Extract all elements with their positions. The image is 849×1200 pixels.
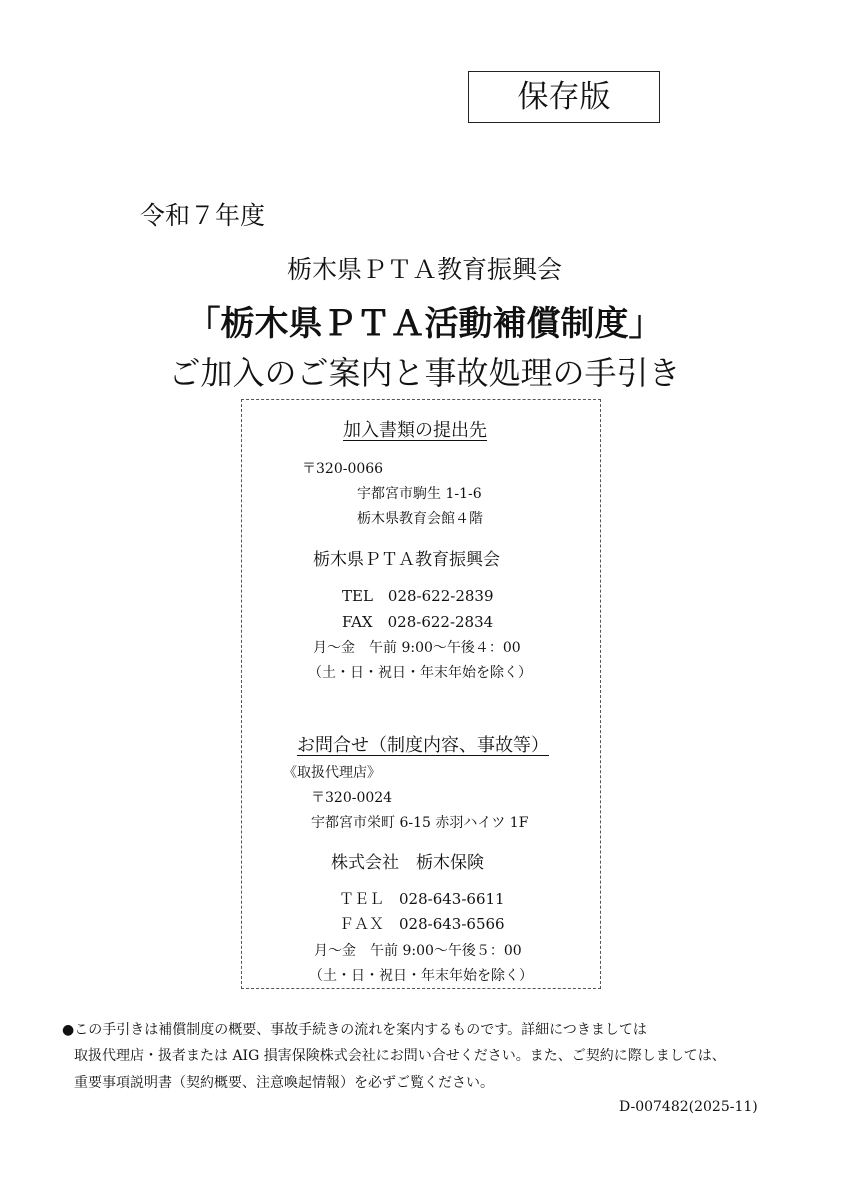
inquiry-closed: （土・日・祝日・年末年始を除く） [309, 968, 533, 984]
submission-closed: （土・日・祝日・年末年始を除く） [308, 665, 532, 681]
inquiry-hours: 月～金 午前 9:00～午後５：00 [314, 943, 522, 959]
submission-heading: 加入書類の提出先 [343, 420, 487, 441]
organization-name: 栃木県ＰＴＡ教育振興会 [286, 255, 562, 284]
document-subtitle: ご加入のご案内と事故処理の手引き [168, 354, 681, 392]
note-line-3: 重要事項説明書（契約概要、注意喚起情報）を必ずご覧ください。 [74, 1075, 494, 1091]
fiscal-year: 令和７年度 [140, 201, 266, 230]
inquiry-fax: ＦＡＸ 028-643-6566 [339, 915, 505, 933]
submission-tel: TEL 028-622-2839 [342, 587, 494, 605]
agent-label: 《取扱代理店》 [283, 765, 381, 781]
submission-address-1: 宇都宮市駒生 1-1-6 [357, 486, 482, 502]
inquiry-postal: 〒320-0024 [311, 790, 393, 806]
submission-org: 栃木県ＰＴＡ教育振興会 [313, 550, 500, 570]
submission-fax: FAX 028-622-2834 [342, 613, 494, 631]
note-line-2: 取扱代理店・扱者または AIG 損害保険株式会社にお問い合せください。また、ご契約に際しましては、 [74, 1048, 726, 1064]
submission-hours: 月～金 午前 9:00～午後４：00 [313, 640, 521, 656]
document-title: 「栃木県ＰＴＡ活動補償制度」 [186, 304, 663, 344]
inquiry-address: 宇都宮市栄町 6-15 赤羽ハイツ 1F [311, 815, 529, 831]
storage-version-stamp: 保存版 [468, 71, 660, 123]
inquiry-tel: ＴＥＬ 028-643-6611 [339, 890, 505, 908]
inquiry-company: 株式会社 栃木保険 [331, 853, 484, 873]
note-line-1: ●この手引きは補償制度の概要、事故手続きの流れを案内するものです。詳細につきましては [62, 1022, 647, 1038]
inquiry-heading: お問合せ（制度内容、事故等） [297, 735, 549, 756]
submission-address-2: 栃木県教育会館４階 [357, 511, 483, 527]
document-code: D-007482(2025-11) [619, 1099, 758, 1115]
submission-postal: 〒320-0066 [302, 461, 384, 477]
